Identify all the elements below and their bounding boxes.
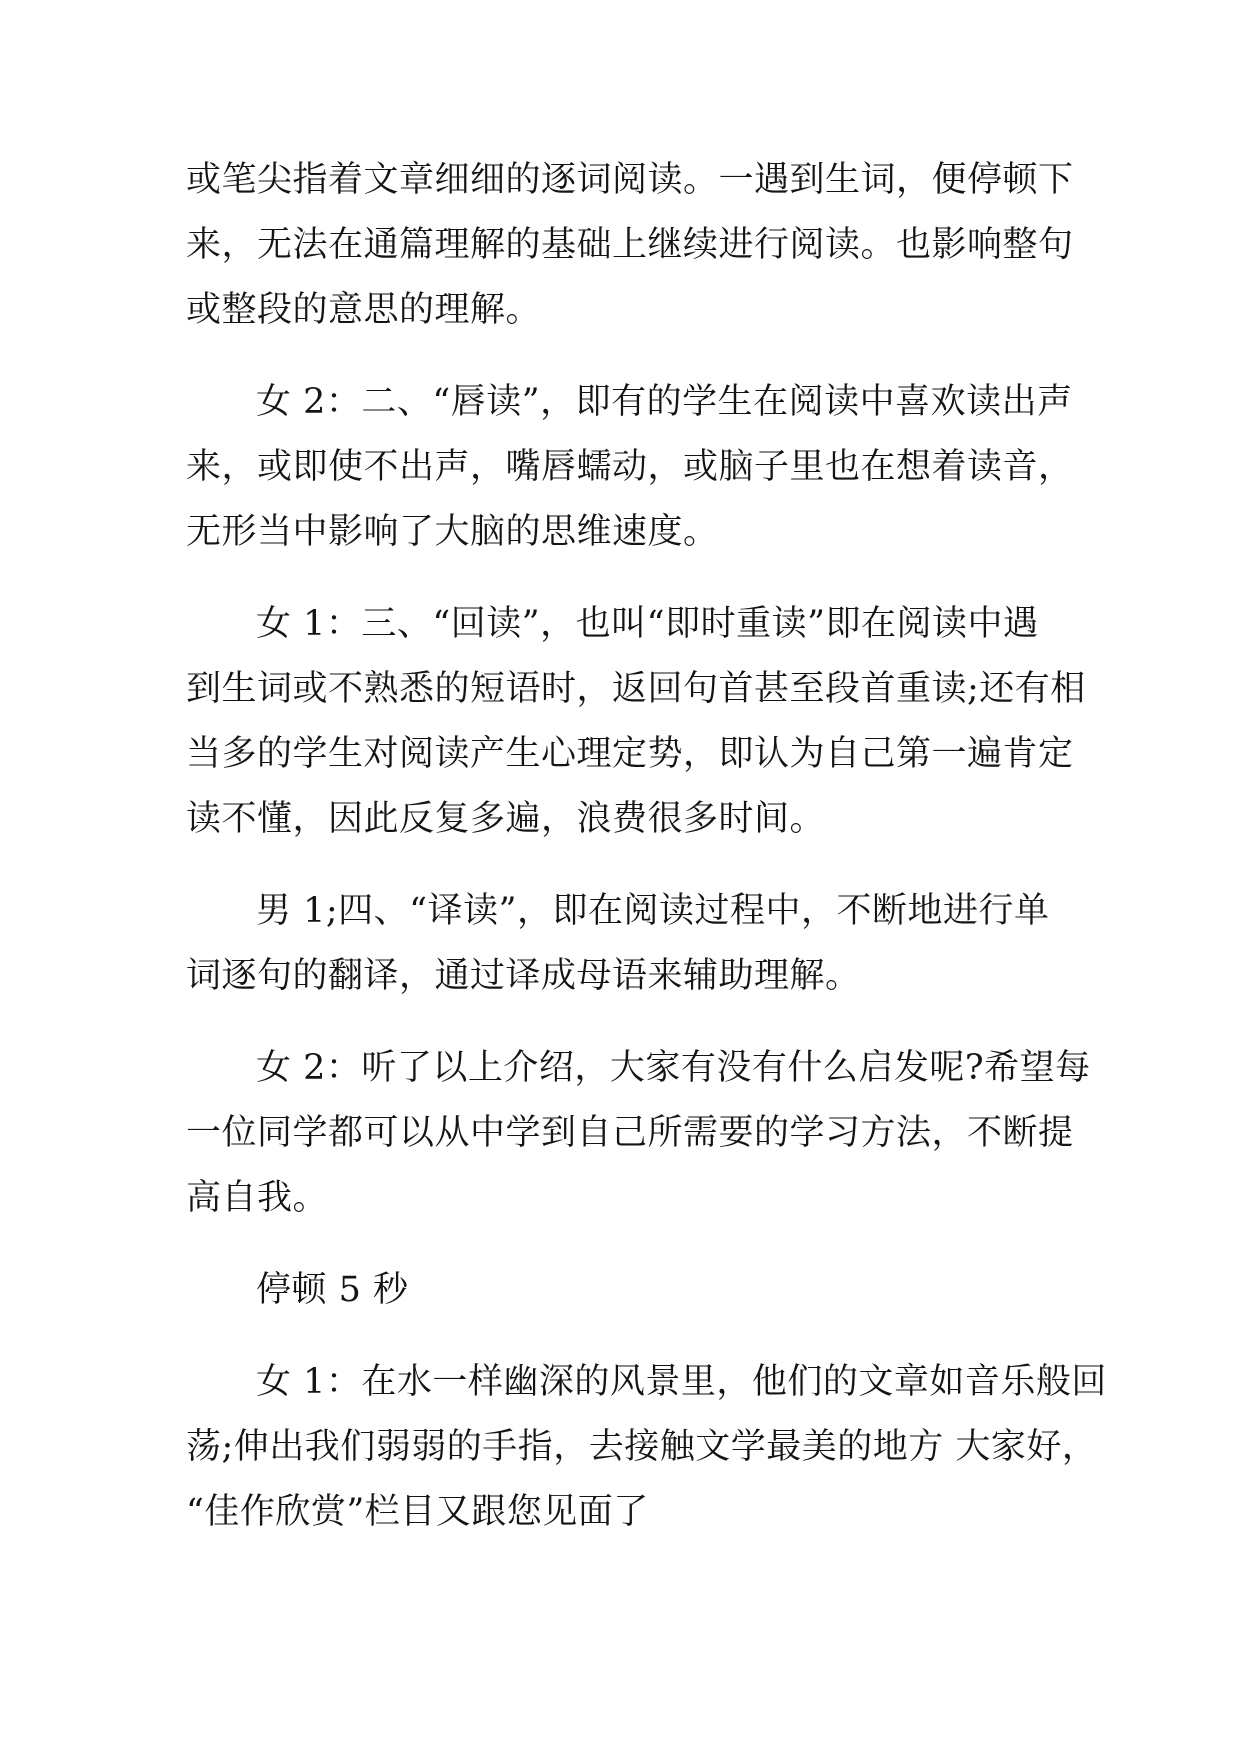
text-line: 男 1;四、“译读”，即在阅读过程中，不断地进行单 bbox=[256, 891, 1050, 931]
text-line: “佳作欣赏”栏目又跟您见面了 bbox=[186, 1492, 649, 1532]
text-line: 停顿 5 秒 bbox=[256, 1270, 409, 1310]
text-line: 荡;伸出我们弱弱的手指，去接触文学最美的地方 大家好， bbox=[186, 1427, 1098, 1467]
text-line: 女 1：三、“回读”，也叫“即时重读”即在阅读中遇 bbox=[256, 604, 1039, 644]
text-line: 或整段的意思的理解。 bbox=[186, 290, 542, 330]
text-line: 一位同学都可以从中学到自己所需要的学习方法，不断提 bbox=[186, 1113, 1074, 1153]
text-line: 无形当中影响了大脑的思维速度。 bbox=[186, 512, 719, 552]
text-line: 到生词或不熟悉的短语时，返回句首甚至段首重读;还有相 bbox=[186, 669, 1086, 709]
text-line: 女 1：在水一样幽深的风景里，他们的文章如音乐般回 bbox=[256, 1362, 1107, 1402]
text-line: 词逐句的翻译，通过译成母语来辅助理解。 bbox=[186, 956, 861, 996]
text-line: 来，或即使不出声，嘴唇蠕动，或脑子里也在想着读音， bbox=[186, 447, 1074, 487]
text-line: 女 2：二、“唇读”，即有的学生在阅读中喜欢读出声 bbox=[256, 382, 1073, 422]
text-line: 读不懂，因此反复多遍，浪费很多时间。 bbox=[186, 799, 826, 839]
text-line: 女 2：听了以上介绍，大家有没有什么启发呢?希望每 bbox=[256, 1048, 1091, 1088]
text-line: 高自我。 bbox=[186, 1178, 329, 1218]
text-line: 当多的学生对阅读产生心理定势，即认为自己第一遍肯定 bbox=[186, 734, 1074, 774]
text-line: 或笔尖指着文章细细的逐词阅读。一遇到生词，便停顿下 bbox=[186, 160, 1074, 200]
text-line: 来，无法在通篇理解的基础上继续进行阅读。也影响整句 bbox=[186, 225, 1074, 265]
